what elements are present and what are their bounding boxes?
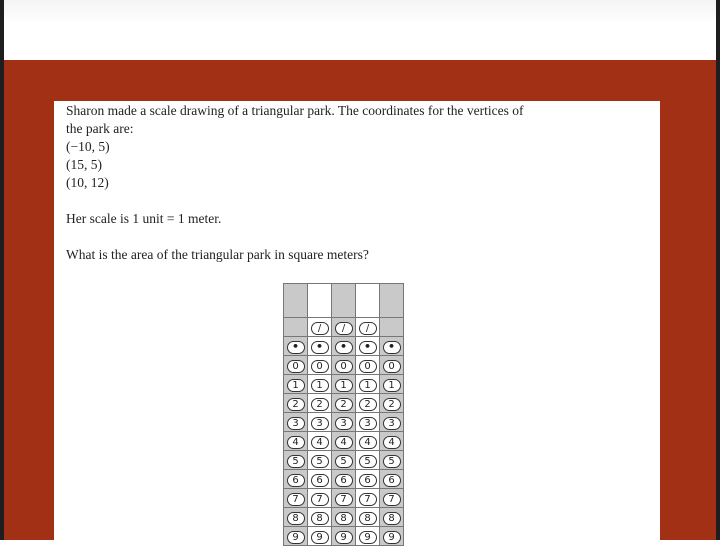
digit-bubble-8[interactable]: 8 — [287, 512, 305, 525]
digit-bubble-4[interactable]: 4 — [359, 436, 377, 449]
fraction-bar-bubble[interactable]: / — [311, 322, 329, 335]
digit-bubble-7[interactable]: 7 — [311, 493, 329, 506]
question-text — [66, 102, 646, 264]
digit-bubble-6[interactable]: 6 — [287, 474, 305, 487]
digit-bubble-0[interactable]: 0 — [359, 360, 377, 373]
digit-bubble-7[interactable]: 7 — [287, 493, 305, 506]
digit-bubble-0[interactable]: 0 — [287, 360, 305, 373]
decimal-point-bubble[interactable]: • — [359, 341, 377, 354]
digit-bubble-8[interactable]: 8 — [359, 512, 377, 525]
digit-bubble-5[interactable]: 5 — [311, 455, 329, 468]
digit-bubble-0[interactable]: 0 — [311, 360, 329, 373]
decimal-point-bubble[interactable]: • — [311, 341, 329, 354]
digit-bubble-5[interactable]: 5 — [359, 455, 377, 468]
digit-bubble-7[interactable]: 7 — [335, 493, 353, 506]
digit-bubble-0[interactable]: 0 — [335, 360, 353, 373]
digit-bubble-2[interactable]: 2 — [359, 398, 377, 411]
digit-bubble-3[interactable]: 3 — [335, 417, 353, 430]
answer-entry-box[interactable] — [284, 284, 308, 318]
answer-entry-box[interactable] — [308, 284, 332, 318]
digit-bubble-6[interactable]: 6 — [383, 474, 401, 487]
digit-bubble-2[interactable]: 2 — [383, 398, 401, 411]
question-panel — [54, 101, 660, 543]
scale-statement: Her scale is 1 unit = 1 meter. — [66, 211, 222, 226]
digit-bubble-1[interactable]: 1 — [287, 379, 305, 392]
digit-bubble-9[interactable]: 9 — [311, 531, 329, 544]
digit-bubble-9[interactable]: 9 — [287, 531, 305, 544]
digit-bubble-6[interactable]: 6 — [359, 474, 377, 487]
digit-bubble-4[interactable]: 4 — [335, 436, 353, 449]
digit-bubble-2[interactable]: 2 — [311, 398, 329, 411]
question-prompt: What is the area of the triangular park in square meters? — [66, 247, 369, 262]
answer-grid[interactable] — [283, 283, 404, 546]
answer-entry-box[interactable] — [380, 284, 404, 318]
digit-bubble-9[interactable]: 9 — [359, 531, 377, 544]
digit-bubble-5[interactable]: 5 — [335, 455, 353, 468]
digit-bubble-6[interactable]: 6 — [311, 474, 329, 487]
digit-bubble-7[interactable]: 7 — [359, 493, 377, 506]
digit-bubble-7[interactable]: 7 — [383, 493, 401, 506]
decimal-point-bubble[interactable]: • — [335, 341, 353, 354]
digit-bubble-5[interactable]: 5 — [383, 455, 401, 468]
answer-entry-box[interactable] — [332, 284, 356, 318]
digit-bubble-1[interactable]: 1 — [359, 379, 377, 392]
digit-bubble-2[interactable]: 2 — [335, 398, 353, 411]
decimal-point-bubble[interactable]: • — [287, 341, 305, 354]
digit-bubble-9[interactable]: 9 — [335, 531, 353, 544]
vertex-1: (−10, 5) — [66, 139, 110, 154]
digit-bubble-1[interactable]: 1 — [383, 379, 401, 392]
answer-entry-box[interactable] — [356, 284, 380, 318]
digit-bubble-4[interactable]: 4 — [383, 436, 401, 449]
question-line: the park are: — [66, 121, 134, 136]
digit-bubble-4[interactable]: 4 — [287, 436, 305, 449]
top-bar — [0, 0, 720, 60]
question-line: Sharon made a scale drawing of a triangular park. The coordinates for the vertices of — [66, 103, 524, 118]
digit-bubble-1[interactable]: 1 — [335, 379, 353, 392]
digit-bubble-3[interactable]: 3 — [383, 417, 401, 430]
digit-bubble-3[interactable]: 3 — [311, 417, 329, 430]
digit-bubble-6[interactable]: 6 — [335, 474, 353, 487]
vertex-2: (15, 5) — [66, 157, 102, 172]
digit-bubble-9[interactable]: 9 — [383, 531, 401, 544]
digit-bubble-0[interactable]: 0 — [383, 360, 401, 373]
digit-bubble-1[interactable]: 1 — [311, 379, 329, 392]
digit-bubble-4[interactable]: 4 — [311, 436, 329, 449]
vertex-3: (10, 12) — [66, 175, 109, 190]
digit-bubble-8[interactable]: 8 — [311, 512, 329, 525]
fraction-bar-bubble[interactable]: / — [335, 322, 353, 335]
digit-bubble-2[interactable]: 2 — [287, 398, 305, 411]
fraction-bar-bubble[interactable]: / — [359, 322, 377, 335]
digit-bubble-3[interactable]: 3 — [287, 417, 305, 430]
decimal-point-bubble[interactable]: • — [383, 341, 401, 354]
digit-bubble-8[interactable]: 8 — [383, 512, 401, 525]
digit-bubble-5[interactable]: 5 — [287, 455, 305, 468]
digit-bubble-3[interactable]: 3 — [359, 417, 377, 430]
digit-bubble-8[interactable]: 8 — [335, 512, 353, 525]
